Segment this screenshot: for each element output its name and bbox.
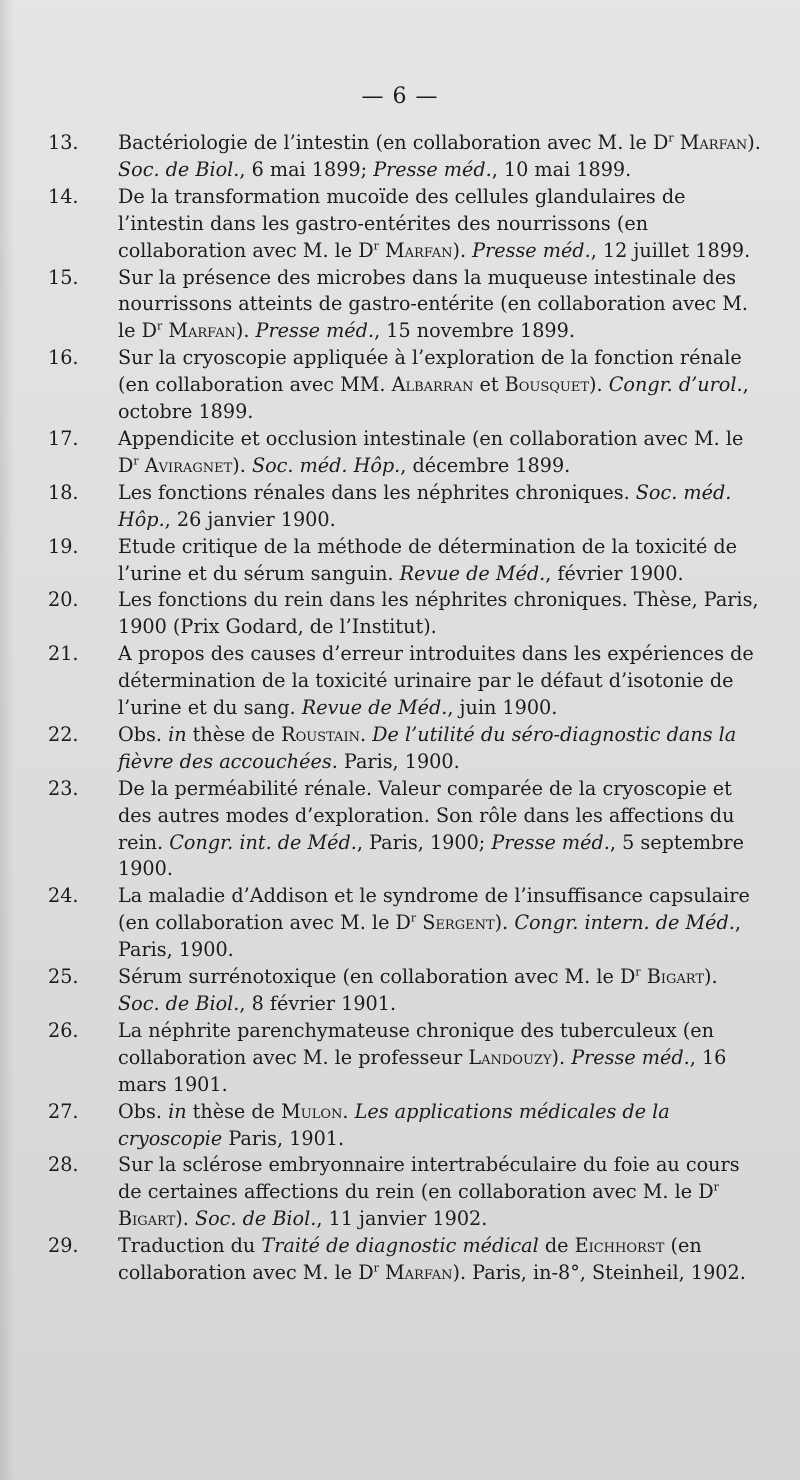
page-number: — 6 — <box>361 84 439 109</box>
entry-text: Appendicite et occlusion intestinale (en collaboration avec M. le $D^r$ Aviragnet). Soc. méd. Hôp., décembre 1899. <box>118 426 744 477</box>
bibliography-entry <box>48 883 764 964</box>
bibliography-entry <box>48 1018 764 1099</box>
bibliography-entry <box>48 722 764 776</box>
entry-number: 28. <box>48 1153 79 1177</box>
entry-text: Traduction du Traité de diagnostic médical de Eichhorst (en collaboration avec M. le $D^r$ Marfan). Paris, in-8°, Steinheil, 1902. <box>118 1234 746 1285</box>
bibliography-entry <box>48 480 764 534</box>
entry-text: La néphrite parenchymateuse chronique des tuberculeux (en collaboration avec M. le professeur Landouzy). Presse méd., 16 mars 1901. <box>118 1018 727 1096</box>
entry-number: 19. <box>48 534 79 558</box>
entry-text: Etude critique de la méthode de détermination de la toxicité de l’urine et du sérum sanguin. Revue de Méd., février 1900. <box>118 534 738 585</box>
bibliography-list <box>48 130 764 1287</box>
bibliography-entry <box>48 265 764 346</box>
entry-text: Sur la présence des microbes dans la muqueuse intestinale des nourrissons atteints de gastro-entérite (en collaboration avec M. le $D^r$ Marfan). Presse méd., 15 novembre 1899. <box>118 265 748 343</box>
bibliography-entry <box>48 426 764 480</box>
entry-number: 22. <box>48 722 79 746</box>
bibliography-entry <box>48 641 764 722</box>
entry-number: 13. <box>48 131 79 154</box>
bibliography-entry <box>48 1233 764 1287</box>
entry-number: 21. <box>48 642 79 666</box>
entry-text: Sur la cryoscopie appliquée à l’exploration de la fonction rénale (en collaboration avec MM. Albarran et Bousquet). Congr. d’urol., octobre 1899. <box>118 346 749 424</box>
entry-number: 17. <box>48 426 79 450</box>
bibliography-entry <box>48 964 764 1018</box>
entry-number: 27. <box>48 1099 79 1123</box>
entry-number: 24. <box>48 884 79 908</box>
entry-text: Les fonctions rénales dans les néphrites chroniques. Soc. méd. Hôp., 26 janvier 1900. <box>118 480 732 531</box>
bibliography-entry <box>48 1152 764 1233</box>
entry-number: 14. <box>48 184 79 208</box>
entry-number: 16. <box>48 346 79 370</box>
entry-number: 26. <box>48 1018 79 1042</box>
entry-text: De la transformation mucoïde des cellules glandulaires de l’intestin dans les gastro-entérites des nourrissons (en collaboration avec M. le $D^r$ Marfan). Presse méd., 12 juillet 1899. <box>118 184 751 262</box>
entry-text: La maladie d’Addison et le syndrome de l’insuffisance capsulaire (en collaboration avec M. le $D^r$ Sergent). Congr. intern. de Méd., Paris, 1900. <box>118 884 750 962</box>
entry-text: Sérum surrénotoxique (en collaboration avec M. le $D^r$ Bigart). Soc. de Biol., 8 février 1901. <box>118 965 718 1015</box>
entry-number: 15. <box>48 265 79 289</box>
entry-number: 18. <box>48 480 79 504</box>
bibliography-entry <box>48 587 764 641</box>
entry-number: 29. <box>48 1234 79 1258</box>
bibliography-entry <box>48 345 764 426</box>
entry-number: 25. <box>48 965 79 989</box>
entry-text: Bactériologie de l’intestin (en collaboration avec M. le $D^r$ Marfan). Soc. de Biol., 6 mai 1899; Presse méd., 10 mai 1899. <box>118 131 761 181</box>
entry-number: 23. <box>48 776 79 800</box>
entry-text: Les fonctions du rein dans les néphrites chroniques. Thèse, Paris, 1900 (Prix Godard, de l’Institut). <box>118 588 759 639</box>
entry-text: A propos des causes d’erreur introduites dans les expériences de détermination de la toxicité urinaire par le défaut d’isotonie de l’urine et du sang. Revue de Méd., juin 1900. <box>118 642 754 720</box>
bibliography-entry <box>48 1099 764 1153</box>
bibliography-entry <box>48 776 764 884</box>
bibliography-entry <box>48 130 764 184</box>
entry-text: Obs. in thèse de Mulon. Les applications médicales de la cryoscopie Paris, 1901. <box>118 1099 670 1150</box>
entry-number: 20. <box>48 588 79 612</box>
bibliography-entry <box>48 184 764 265</box>
entry-text: Obs. in thèse de Roustain. De l’utilité du séro-diagnostic dans la fièvre des accouchées. Paris, 1900. <box>118 722 737 773</box>
entry-text: De la perméabilité rénale. Valeur comparée de la cryoscopie et des autres modes d’exploration. Son rôle dans les affections du rein. Congr. int. de Méd., Paris, 1900; Presse méd., 5 septembre 1900. <box>118 776 744 881</box>
entry-text: Sur la sclérose embryonnaire intertrabéculaire du foie au cours de certaines affections du rein (en collaboration avec M. le $D^r$ Bigart). Soc. de Biol., 11 janvier 1902. <box>118 1153 740 1231</box>
bibliography-entry <box>48 534 764 588</box>
